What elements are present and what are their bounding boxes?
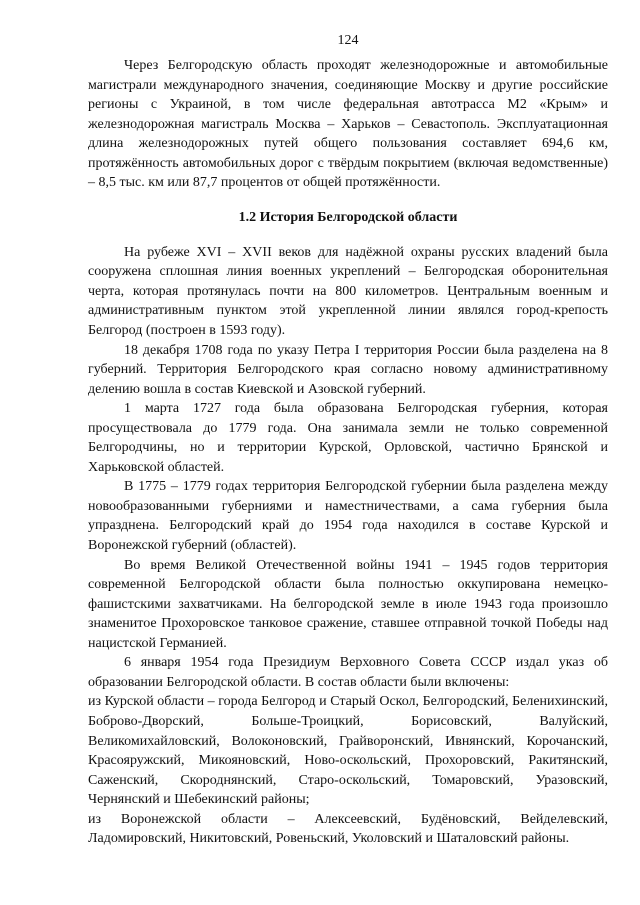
intro-paragraph: Через Белгородскую область проходят железнодорожные и автомобильные магистрали международного значения, соединяющие Москву и другие российские регионы с Украиной, в том числе федеральная автотрасса М2 «Крым» и железнодорожная магистраль Москва – Харьков – Севастополь. Эксплуатационная длина железнодорожных путей общего пользования составляет 694,6 км, протяжённость автомобильных дорог с твёрдым покрытием (включая ведомственные) – 8,5 тыс. км или 87,7 процентов от общей протяжённости.	[88, 58, 608, 191]
paragraph-1727-governorate: 1 марта 1727 года была образована Белгородская губерния, которая просуществовала до 1779 года. Она занимала земли не только современной Белгородчины, но и территории Курской, Орловской, частично Брянской и Харьковской областей.	[88, 401, 608, 475]
paragraph-1775-division: В 1775 – 1779 годах территория Белгородской губернии была разделена между новообразованными губерниями и наместничествами, а сама губерния была упразднена. Белгородский край до 1954 года находился в составе Курской и Воронежской губерний (областей).	[88, 479, 608, 554]
kursk-districts-list: из Курской области – города Белгород и Старый Оскол, Белгородский, Беленихинский, Боброво-Дворский, Больше-Троицкий, Борисовский, Валуйский, Великомихайловский, Волоконовский, Грайворонский, Ивнянский, Корочанский, Красояружский, Микояновский, Ново-оскольский, Прохоровский, Ракитянский, Саженский, Скороднянский, Старо-оскольский, Томаровский, Уразовский, Чернянский и Шебекинский районы;	[88, 694, 608, 808]
paragraph-great-patriotic-war: Во время Великой Отечественной войны 1941 – 1945 годов территория современной Белгородской области была полностью оккупирована немецко-фашистскими захватчиками. На белгородской земле в июле 1943 года произошло знаменитое Прохоровское танковое сражение, ставшее отправной точкой Победы над нацистской Германией.	[88, 557, 608, 651]
section-title: 1.2 История Белгородской области	[238, 209, 458, 225]
paragraph-defensive-line: На рубеже XVI – XVII веков для надёжной охраны русских владений была сооружена сплошная линия военных укреплений – Белгородская оборонительная черта, которая протянулась почти на 800 километров. Центральным военным и административным пунктом этой укрепленной линии являлся город-крепость Белгород (построен в 1593 году).	[88, 244, 608, 339]
paragraph-1708-provinces: 18 декабря 1708 года по указу Петра I территория России была разделена на 8 губерний. Территория Белгородского края согласно новому административному делению вошла в состав Киевской и Азовской губерний.	[88, 342, 608, 397]
document-page	[88, 0, 608, 905]
document-body	[88, 56, 608, 849]
page-number: 124	[337, 33, 359, 48]
paragraph-1954-decree: 6 января 1954 года Президиум Верховного Совета СССР издал указ об образовании Белгородской области. В состав области были включены:	[88, 655, 608, 690]
voronezh-districts-list: из Воронежской области – Алексеевский, Будёновский, Вейделевский, Ладомировский, Никитовский, Ровеньский, Уколовский и Шаталовский районы.	[88, 811, 608, 847]
